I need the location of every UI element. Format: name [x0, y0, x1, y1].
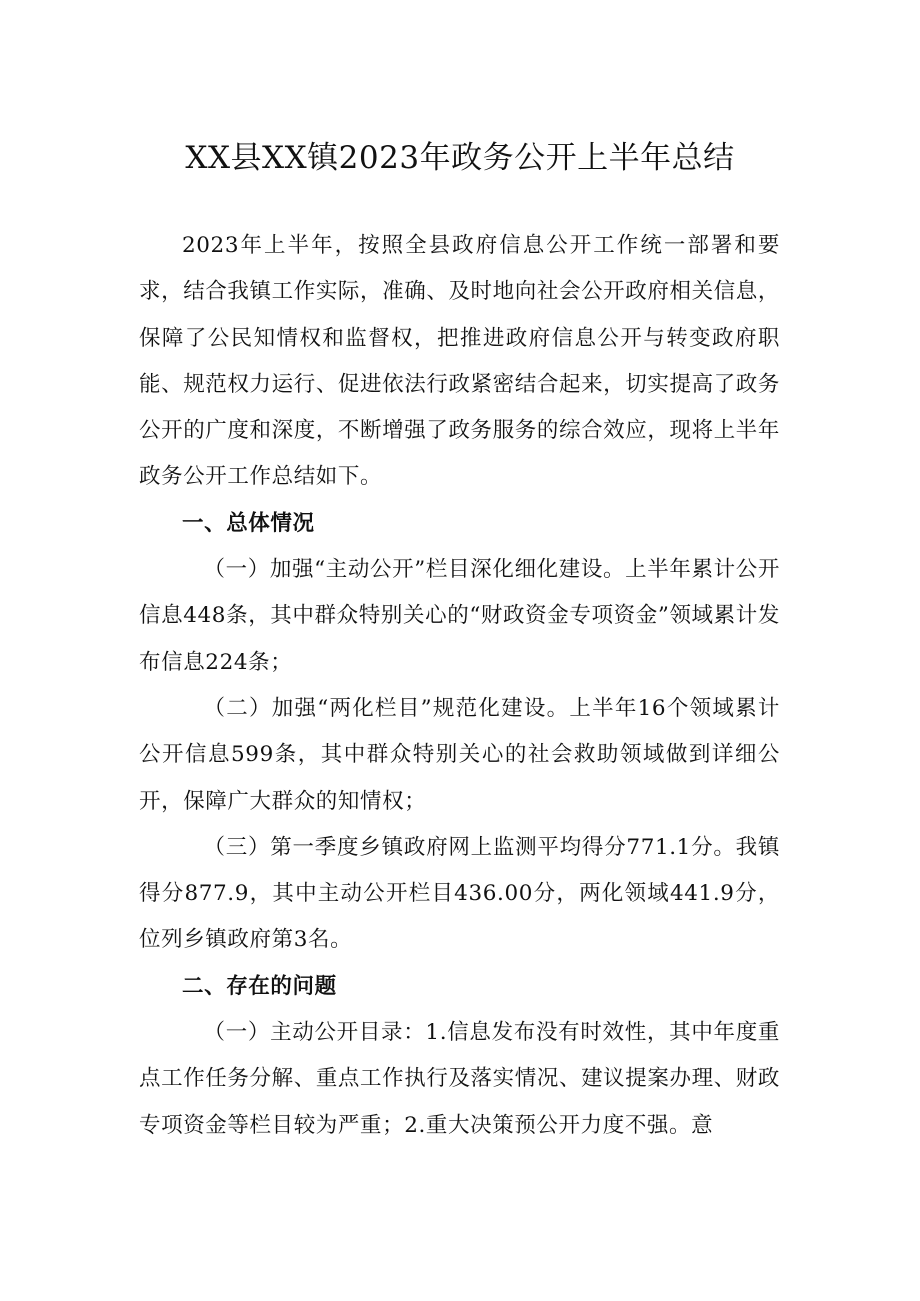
document-title: XX县XX镇2023年政务公开上半年总结 — [185, 140, 735, 176]
overview-item-1: （一）加强“主动公开”栏目深化细化建设。上半年累计公开信息448条，其中群众特别关心的“财政资金专项资金”领域累计发布信息224条； — [139, 557, 780, 675]
section-heading-overview: 一、总体情况 — [182, 510, 315, 536]
problems-item-1: （一）主动公开目录：1.信息发布没有时效性，其中年度重点工作任务分解、重点工作执行及落实情况、建议提案办理、财政专项资金等栏目较为严重；2.重大决策预公开力度不强。意 — [139, 1020, 780, 1138]
intro-paragraph: 2023年上半年，按照全县政府信息公开工作统一部署和要求，结合我镇工作实际，准确、及时地向社会公开政府相关信息，保障了公民知情权和监督权，把推进政府信息公开与转变政府职能、规范权力运行、促进依法行政紧密结合起来，切实提高了政务公开的广度和深度，不断增强了政务服务的综合效应，现将上半年政务公开工作总结如下。 — [139, 233, 780, 490]
document-body — [139, 223, 780, 1149]
section-heading-problems: 二、存在的问题 — [182, 973, 337, 999]
overview-item-2: （二）加强“两化栏目”规范化建设。上半年16个领域累计公开信息599条，其中群众特别关心的社会救助领域做到详细公开，保障广大群众的知情权； — [139, 695, 780, 814]
overview-item-3: （三）第一季度乡镇政府网上监测平均得分771.1分。我镇得分877.9，其中主动公开栏目436.00分，两化领域441.9分，位列乡镇政府第3名。 — [139, 834, 780, 953]
